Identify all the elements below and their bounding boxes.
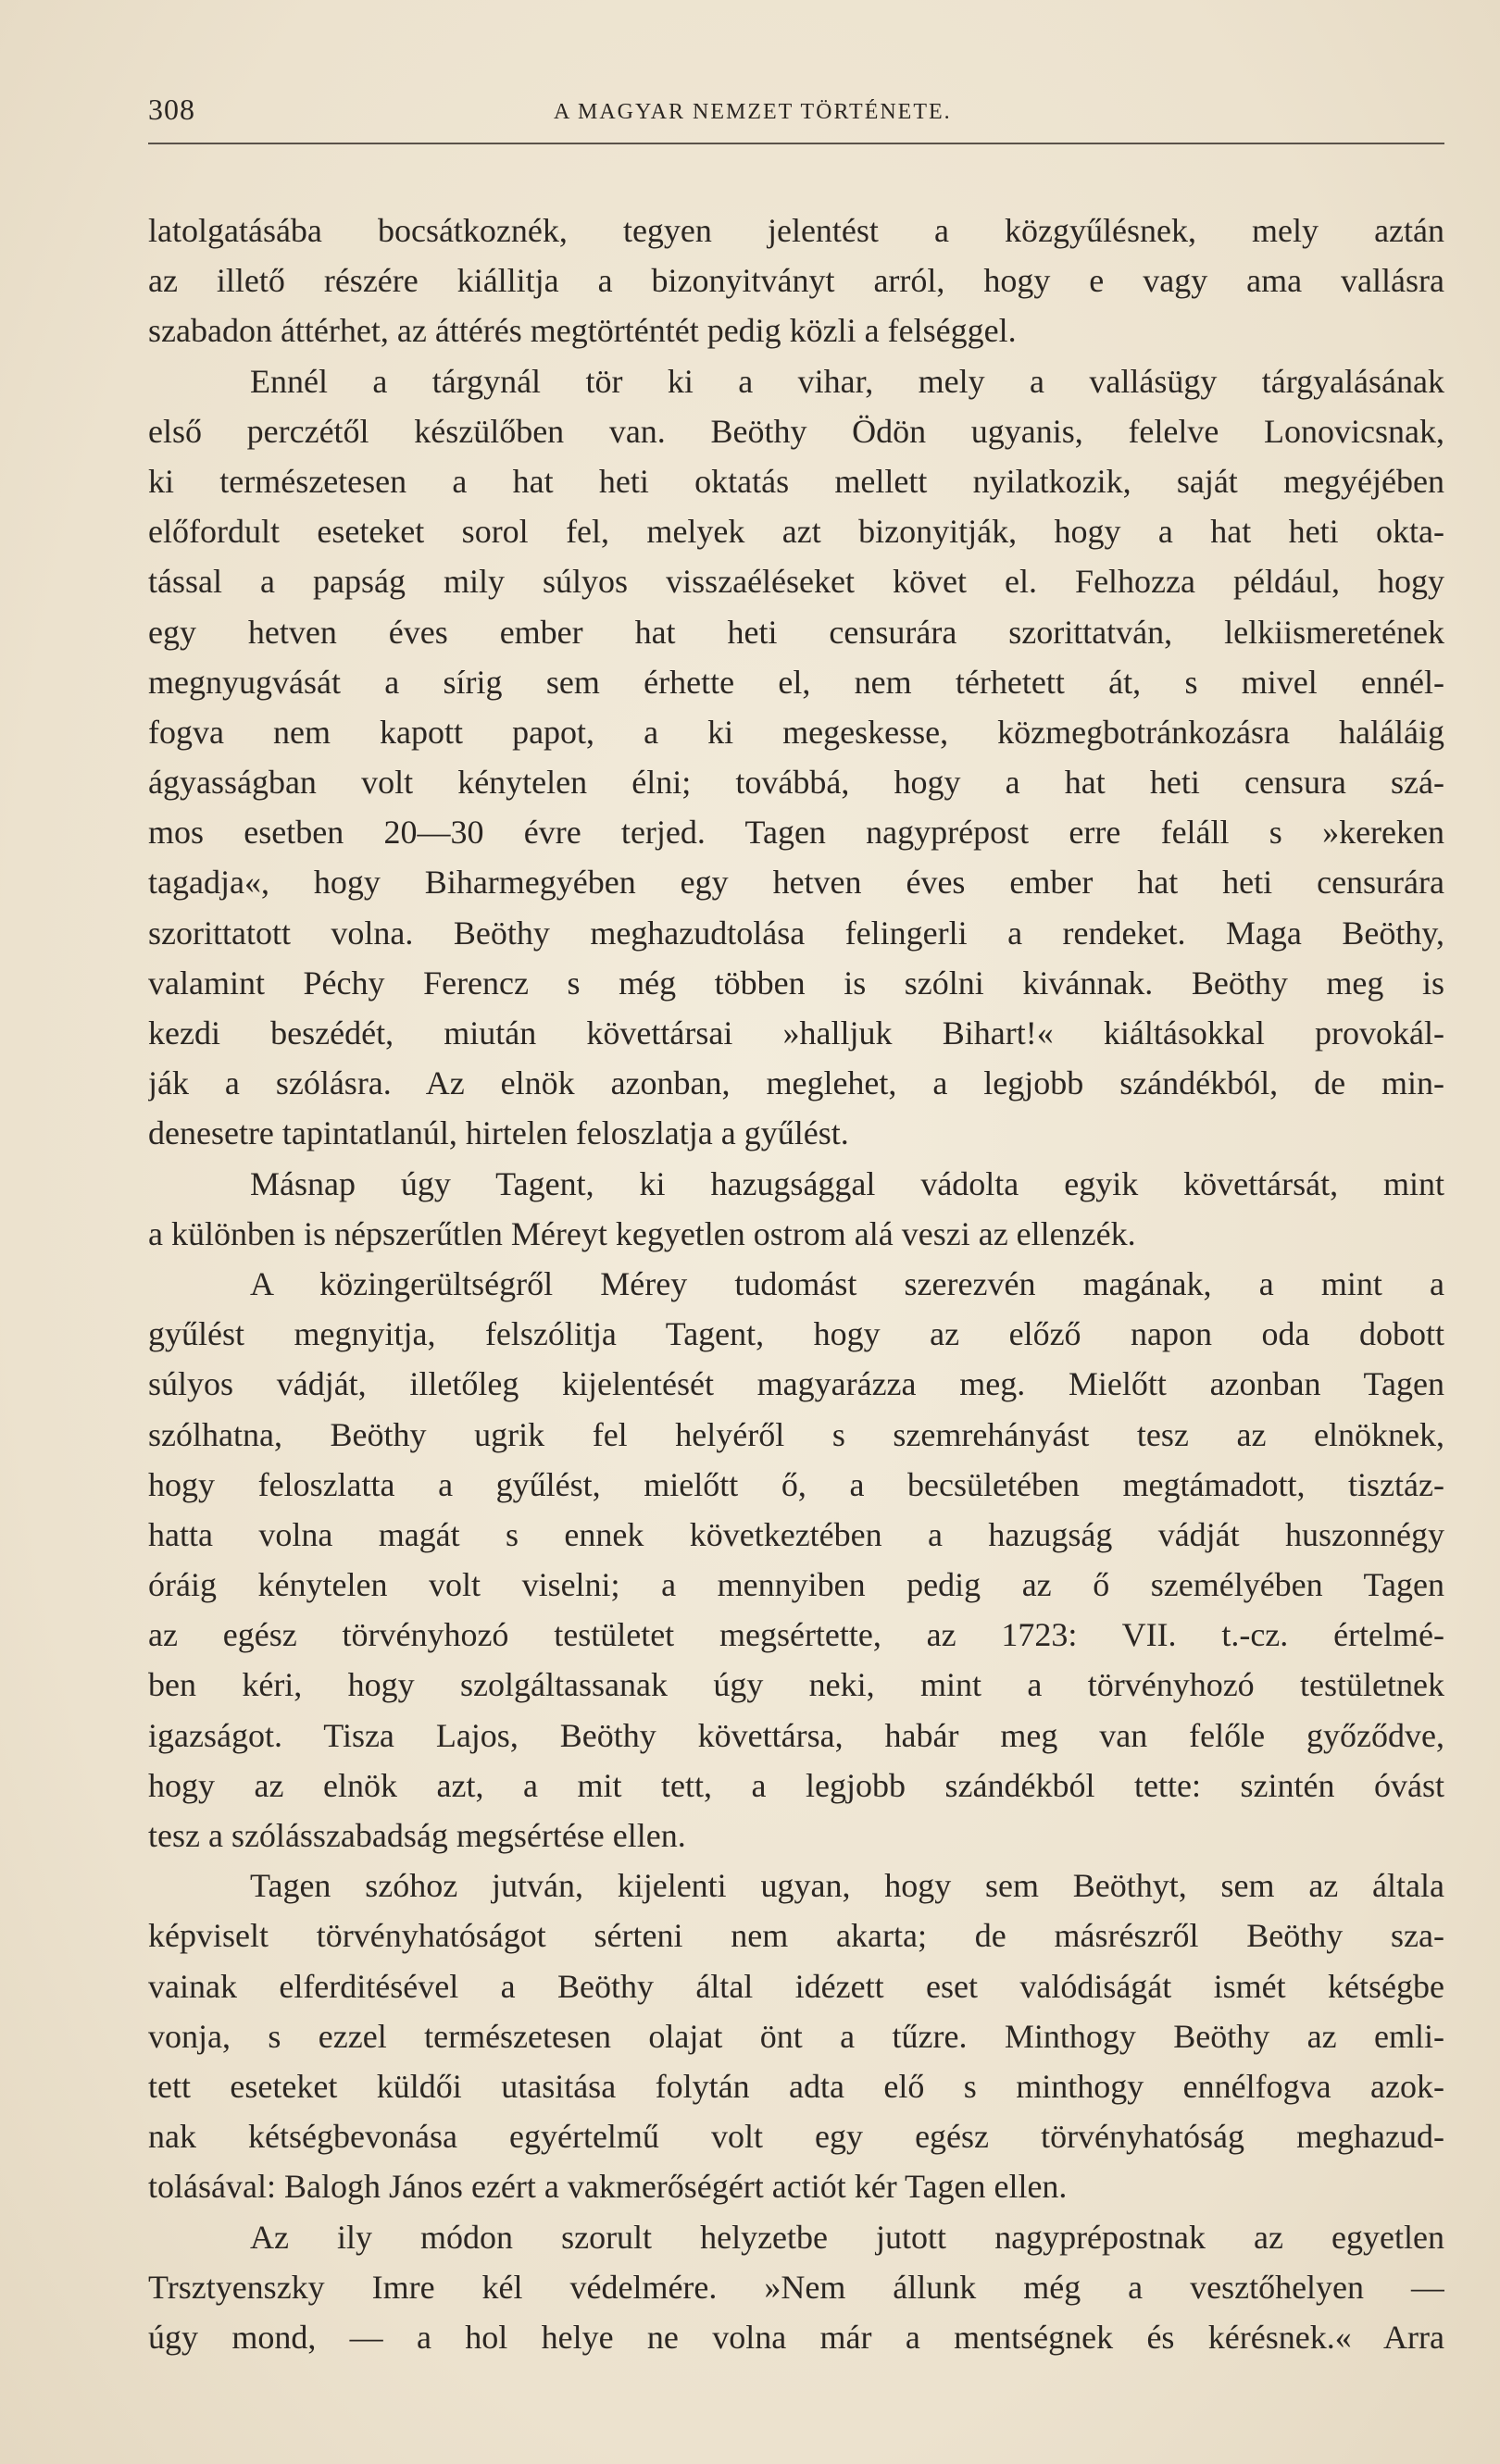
text-line: Ennél a tárgynál tör ki a vihar, mely a vallásügy tárgyalásának <box>250 362 1444 400</box>
text-line: az egész törvényhozó testületet megsértette, az 1723: VII. t.-cz. értelmé- <box>148 1616 1444 1654</box>
text-line: az illető részére kiállitja a bizonyitványt arról, hogy e vagy ama vallásra <box>148 262 1444 300</box>
text-line: tagadja«, hogy Biharmegyében egy hetven éves ember hat heti censurára <box>148 864 1444 902</box>
page-number: 308 <box>148 93 195 126</box>
text-line: A közingerültségről Mérey tudomást szerezvén magának, a mint a <box>250 1264 1444 1302</box>
text-line: ágyasságban volt kénytelen élni; továbbá, hogy a hat heti censura szá- <box>148 764 1444 802</box>
text-line: úgy mond, — a hol helye ne volna már a mentségnek és kérésnek.« Arra <box>148 2318 1444 2356</box>
header-rule <box>148 143 1444 144</box>
text-line: Tagen szóhoz jutván, kijelenti ugyan, hogy sem Beöthyt, sem az általa <box>250 1867 1444 1905</box>
text-line: tással a papság mily súlyos visszaéléseket követ el. Felhozza például, hogy <box>148 563 1444 601</box>
text-line: ják a szólásra. Az elnök azonban, meglehet, a legjobb szándékból, de min- <box>148 1064 1444 1102</box>
text-line: Az ily módon szorult helyzetbe jutott nagyprépostnak az egyetlen <box>250 2218 1444 2256</box>
text-line: Trsztyenszky Imre kél védelmére. »Nem állunk még a vesztőhelyen — <box>148 2268 1444 2306</box>
text-line: vonja, s ezzel természetesen olajat önt a tűzre. Minthogy Beöthy az emli- <box>148 2017 1444 2055</box>
body-text <box>148 205 1444 2362</box>
text-line: mos esetben 20—30 évre terjed. Tagen nagyprépost erre feláll s »kereken <box>148 814 1444 852</box>
text-line: kezdi beszédét, miután követtársai »halljuk Bihart!« kiáltásokkal provokál- <box>148 1014 1444 1052</box>
text-line: tesz a szólásszabadság megsértése ellen. <box>148 1817 686 1854</box>
text-line: szólhatna, Beöthy ugrik fel helyéről s szemrehányást tesz az elnöknek, <box>148 1415 1444 1453</box>
text-line: képviselt törvényhatóságot sérteni nem akarta; de másrészről Beöthy sza- <box>148 1917 1444 1955</box>
text-line: szorittatott volna. Beöthy meghazudtolása felingerli a rendeket. Maga Beöthy, <box>148 914 1444 952</box>
text-line: előfordult eseteket sorol fel, melyek azt bizonyitják, hogy a hat heti okta- <box>148 513 1444 551</box>
text-line: gyűlést megnyitja, felszólitja Tagent, hogy az előző napon oda dobott <box>148 1315 1444 1353</box>
text-line: valamint Péchy Ferencz s még többen is szólni kivánnak. Beöthy meg is <box>148 964 1444 1002</box>
text-line: nak kétségbevonása egyértelmű volt egy egész törvényhatóság meghazud- <box>148 2118 1444 2156</box>
text-line: szabadon áttérhet, az áttérés megtörténtét pedig közli a felséggel. <box>148 312 1017 350</box>
text-line: hogy az elnök azt, a mit tett, a legjobb szándékból tette: szintén óvást <box>148 1766 1444 1804</box>
running-head <box>148 93 1444 139</box>
text-line: első perczétől készülőben van. Beöthy Ödön ugyanis, felelve Lonovicsnak, <box>148 412 1444 450</box>
text-line: tolásával: Balogh János ezért a vakmerőségért actiót kér Tagen ellen. <box>148 2168 1068 2206</box>
text-line: tett eseteket küldői utasitása folytán adta elő s minthogy ennélfogva azok- <box>148 2067 1444 2105</box>
text-line: igazságot. Tisza Lajos, Beöthy követtársa, habár meg van felőle győződve, <box>148 1716 1444 1754</box>
text-line: hogy feloszlatta a gyűlést, mielőtt ő, a becsületében megtámadott, tisztáz- <box>148 1465 1444 1503</box>
text-line: ki természetesen a hat heti oktatás mellett nyilatkozik, saját megyéjében <box>148 462 1444 500</box>
text-line: súlyos vádját, illetőleg kijelentését magyarázza meg. Mielőtt azonban Tagen <box>148 1365 1444 1403</box>
text-line: fogva nem kapott papot, a ki megeskesse, közmegbotránkozásra haláláig <box>148 713 1444 751</box>
running-title: A MAGYAR NEMZET TÖRTÉNETE. <box>554 100 952 124</box>
text-line: vainak elferditésével a Beöthy által idézett eset valódiságát ismét kétségbe <box>148 1967 1444 2005</box>
text-line: a különben is népszerűtlen Méreyt kegyetlen ostrom alá veszi az ellenzék. <box>148 1214 1136 1252</box>
text-line: egy hetven éves ember hat heti censurára szorittatván, lelkiismeretének <box>148 613 1444 651</box>
text-line: Másnap úgy Tagent, ki hazugsággal vádolta egyik követtársát, mint <box>250 1164 1444 1202</box>
text-line: hatta volna magát s ennek következtében a hazugság vádját huszonnégy <box>148 1515 1444 1553</box>
text-line: ben kéri, hogy szolgáltassanak úgy neki, mint a törvényhozó testületnek <box>148 1666 1444 1704</box>
text-line: denesetre tapintatlanúl, hirtelen feloszlatja a gyűlést. <box>148 1114 849 1152</box>
text-line: latolgatásába bocsátkoznék, tegyen jelentést a közgyűlésnek, mely aztán <box>148 212 1444 249</box>
text-line: megnyugvását a sírig sem érhette el, nem térhetett át, s mivel ennél- <box>148 663 1444 701</box>
text-line: óráig kénytelen volt viselni; a mennyiben pedig az ő személyében Tagen <box>148 1566 1444 1604</box>
